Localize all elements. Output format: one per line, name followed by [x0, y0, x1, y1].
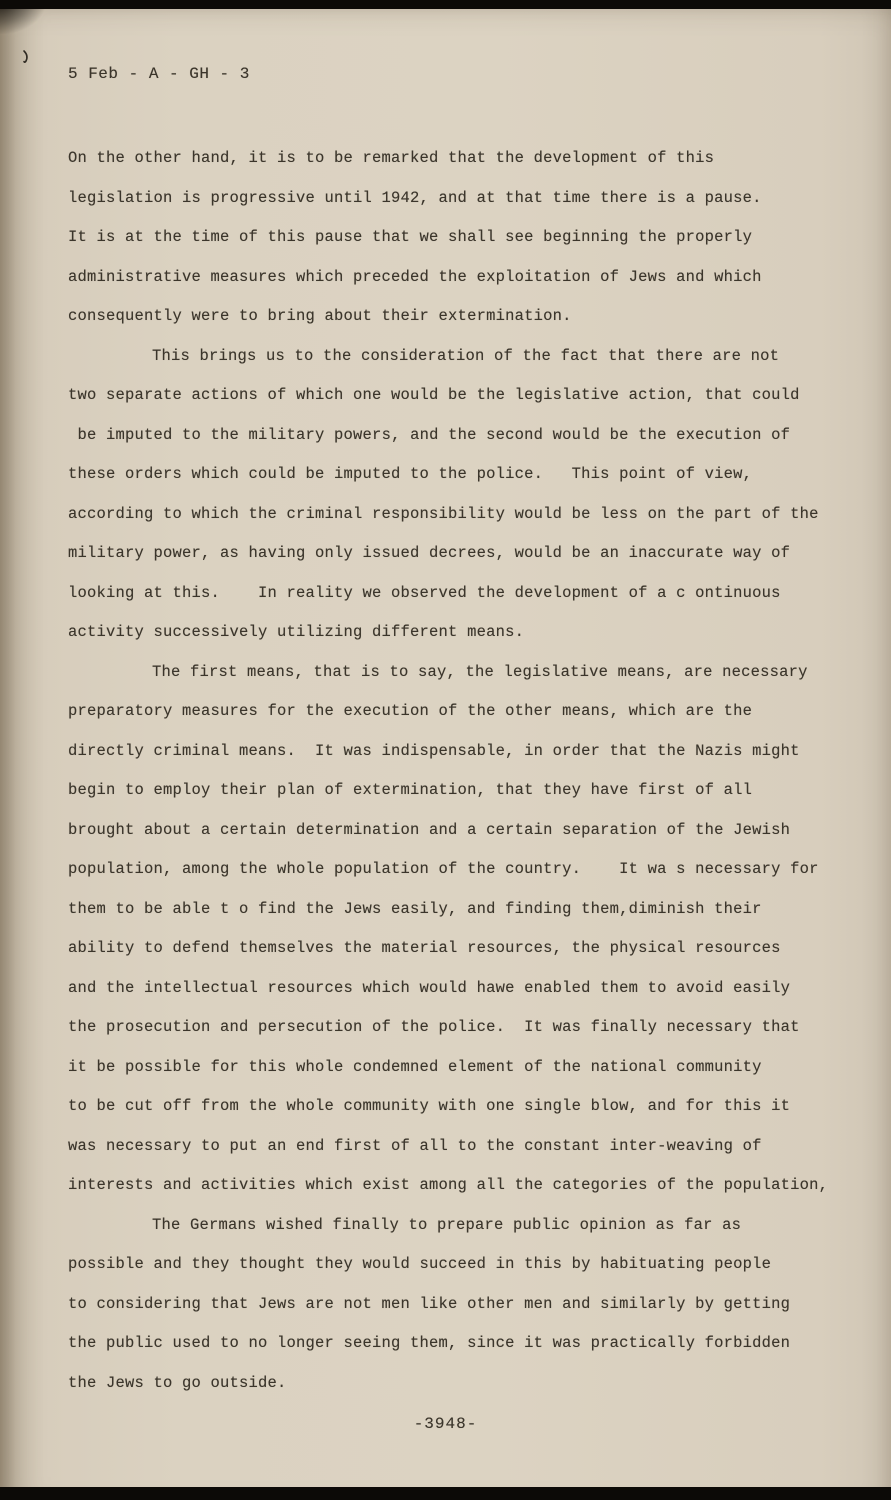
page-number: -3948-: [413, 1415, 478, 1433]
text-line: interests and activities which exist among all the categories of the population,: [68, 1176, 829, 1194]
scan-edge-top: [0, 0, 891, 9]
text-line: administrative measures which preceded the exploitation of Jews and which: [68, 267, 762, 286]
page-header-reference: 5 Feb - A - GH - 3: [68, 65, 250, 83]
text-line: and the intellectual resources which would hawe enabled them to avoid easily: [68, 978, 791, 997]
text-line: begin to employ their plan of extermination, that they have first of all: [68, 781, 753, 799]
text-line: possible and they thought they would succeed in this by habituating people: [68, 1255, 772, 1273]
text-line: these orders which could be imputed to the police. This point of view,: [68, 465, 753, 483]
text-line: was necessary to put an end first of all to the constant inter-weaving of: [68, 1136, 762, 1155]
handwritten-mark: [20, 48, 34, 66]
text-line: the prosecution and persecution of the police. It was finally necessary that: [68, 1018, 800, 1036]
text-line: On the other hand, it is to be remarked that the development of this: [68, 149, 715, 167]
text-line: it be possible for this whole condemned element of the national community: [68, 1057, 762, 1076]
text-line: looking at this. In reality we observed the development of a c ontinuous: [68, 583, 781, 602]
text-line: military power, as having only issued decrees, would be an inaccurate way of: [68, 544, 791, 562]
text-line: consequently were to bring about their extermination.: [68, 307, 572, 325]
text-line: population, among the whole population of the country. It wa s necessary for: [68, 860, 819, 878]
text-line: brought about a certain determination and a certain separation of the Jewish: [68, 820, 791, 839]
text-line: ability to defend themselves the material resources, the physical resources: [68, 939, 781, 957]
text-line: to be cut off from the whole community with one single blow, and for this it: [68, 1097, 791, 1115]
text-line: activity successively utilizing different means.: [68, 623, 525, 641]
text-line: preparatory measures for the execution of the other means, which are the: [68, 702, 753, 720]
text-line: according to which the criminal responsibility would be less on the part of the: [68, 504, 819, 523]
text-line: This brings us to the consideration of the fact that there are not: [152, 346, 780, 365]
text-line: legislation is progressive until 1942, and at that time there is a pause.: [68, 188, 762, 207]
text-line: The first means, that is to say, the legislative means, are necessary: [152, 662, 808, 681]
text-line: It is at the time of this pause that we shall see beginning the properly: [68, 228, 753, 246]
text-line: the Jews to go outside.: [68, 1373, 287, 1392]
text-line: them to be able t o find the Jews easily, and finding them,diminish their: [68, 899, 762, 918]
text-line: The Germans wished finally to prepare public opinion as far as: [152, 1215, 742, 1234]
scan-edge-bottom: [0, 1487, 891, 1500]
text-line: directly criminal means. It was indispensable, in order that the Nazis might: [68, 741, 800, 760]
text-line: the public used to no longer seeing them, since it was practically forbidden: [68, 1334, 791, 1352]
document-body: [68, 139, 840, 1403]
text-line: be imputed to the military powers, and the second would be the execution of: [68, 425, 791, 444]
text-line: two separate actions of which one would be the legislative action, that could: [68, 386, 800, 404]
text-line: to considering that Jews are not men like other men and similarly by getting: [68, 1294, 791, 1313]
